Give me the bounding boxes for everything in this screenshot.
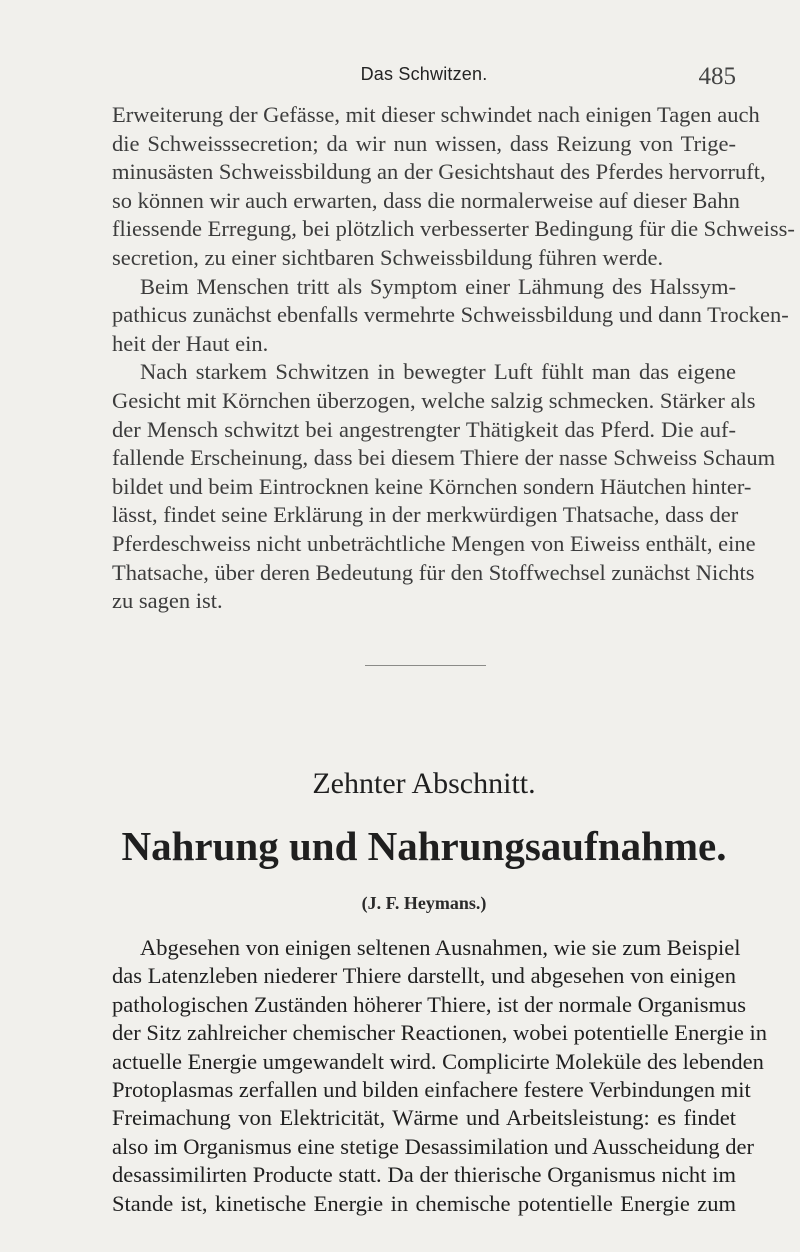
text-line: lässt, findet seine Erklärung in der merkwürdigen Thatsache, dass der [112,502,739,528]
text-line: die Schweisssecretion; da wir nun wissen, dass Reizung von Trige- [112,130,736,156]
section-number: Zehnter Abschnitt. [312,767,536,800]
body-text-bottom [112,934,767,1218]
text-line: heit der Haut ein. [112,330,269,356]
text-line: desassimilirten Producte statt. Da der thierische Organismus nicht im [112,1162,736,1188]
text-line: das Latenzleben niederer Thiere darstellt, und abgesehen von einigen [112,963,736,989]
text-line: zu sagen ist. [112,588,223,614]
text-line: also im Organismus eine stetige Desassimilation und Ausscheidung der [112,1133,754,1159]
text-line: der Sitz zahlreicher chemischer Reactionen, wobei potentielle Energie in [112,1020,767,1046]
text-line: Beim Menschen tritt als Symptom einer Lähmung des Halssym- [140,273,736,299]
text-line: Nach starkem Schwitzen in bewegter Luft fühlt man das eigene [140,359,736,385]
section-divider [365,665,486,666]
paragraph [112,101,795,273]
paragraph [112,358,776,615]
paragraph [112,934,767,1218]
paragraph [112,273,789,359]
text-line: so können wir auch erwarten, dass die normalerweise auf dieser Bahn [112,187,740,213]
text-line: pathicus zunächst ebenfalls vermehrte Schweissbildung und dann Trocken- [112,302,789,328]
text-line: fliessende Erregung, bei plötzlich verbesserter Bedingung für die Schweiss- [112,216,795,242]
text-line: Freimachung von Elektricität, Wärme und Arbeitsleistung: es findet [112,1105,736,1131]
text-line: secretion, zu einer sichtbaren Schweissbildung führen werde. [112,244,664,270]
page-number: 485 [698,63,736,90]
text-line: Stande ist, kinetische Energie in chemische potentielle Energie zum [112,1190,736,1216]
chapter-title: Nahrung und Nahrungsaufnahme. [121,823,727,869]
text-line: Pferdeschweiss nicht unbeträchtliche Mengen von Eiweiss enthält, eine [112,530,756,556]
text-line: Gesicht mit Körnchen überzogen, welche salzig schmecken. Stärker als [112,387,756,413]
text-line: fallende Erscheinung, dass bei diesem Thiere der nasse Schweiss Schaum [112,445,776,471]
text-line: actuelle Energie umgewandelt wird. Complicirte Moleküle des lebenden [112,1048,764,1074]
page-header [112,64,736,94]
text-line: minusästen Schweissbildung an der Gesichtshaut des Pferdes hervorruft, [112,159,766,185]
author-credit: (J. F. Heymans.) [361,893,487,913]
text-line: Thatsache, über deren Bedeutung für den Stoffwechsel zunächst Nichts [112,559,755,585]
body-text-top [112,101,795,616]
text-line: Abgesehen von einigen seltenen Ausnahmen, wie sie zum Beispiel [140,935,741,960]
running-title: Das Schwitzen. [360,64,488,84]
text-line: pathologischen Zuständen höherer Thiere, ist der normale Organismus [112,991,746,1017]
text-line: Erweiterung der Gefässe, mit dieser schwindet nach einigen Tagen auch [112,102,760,127]
text-line: Protoplasmas zerfallen und bilden einfachere festere Verbindungen mit [112,1077,751,1103]
text-line: bildet und beim Eintrocknen keine Körnchen sondern Häutchen hinter- [112,473,752,499]
text-line: der Mensch schwitzt bei angestrengter Thätigkeit das Pferd. Die auf- [112,416,736,442]
